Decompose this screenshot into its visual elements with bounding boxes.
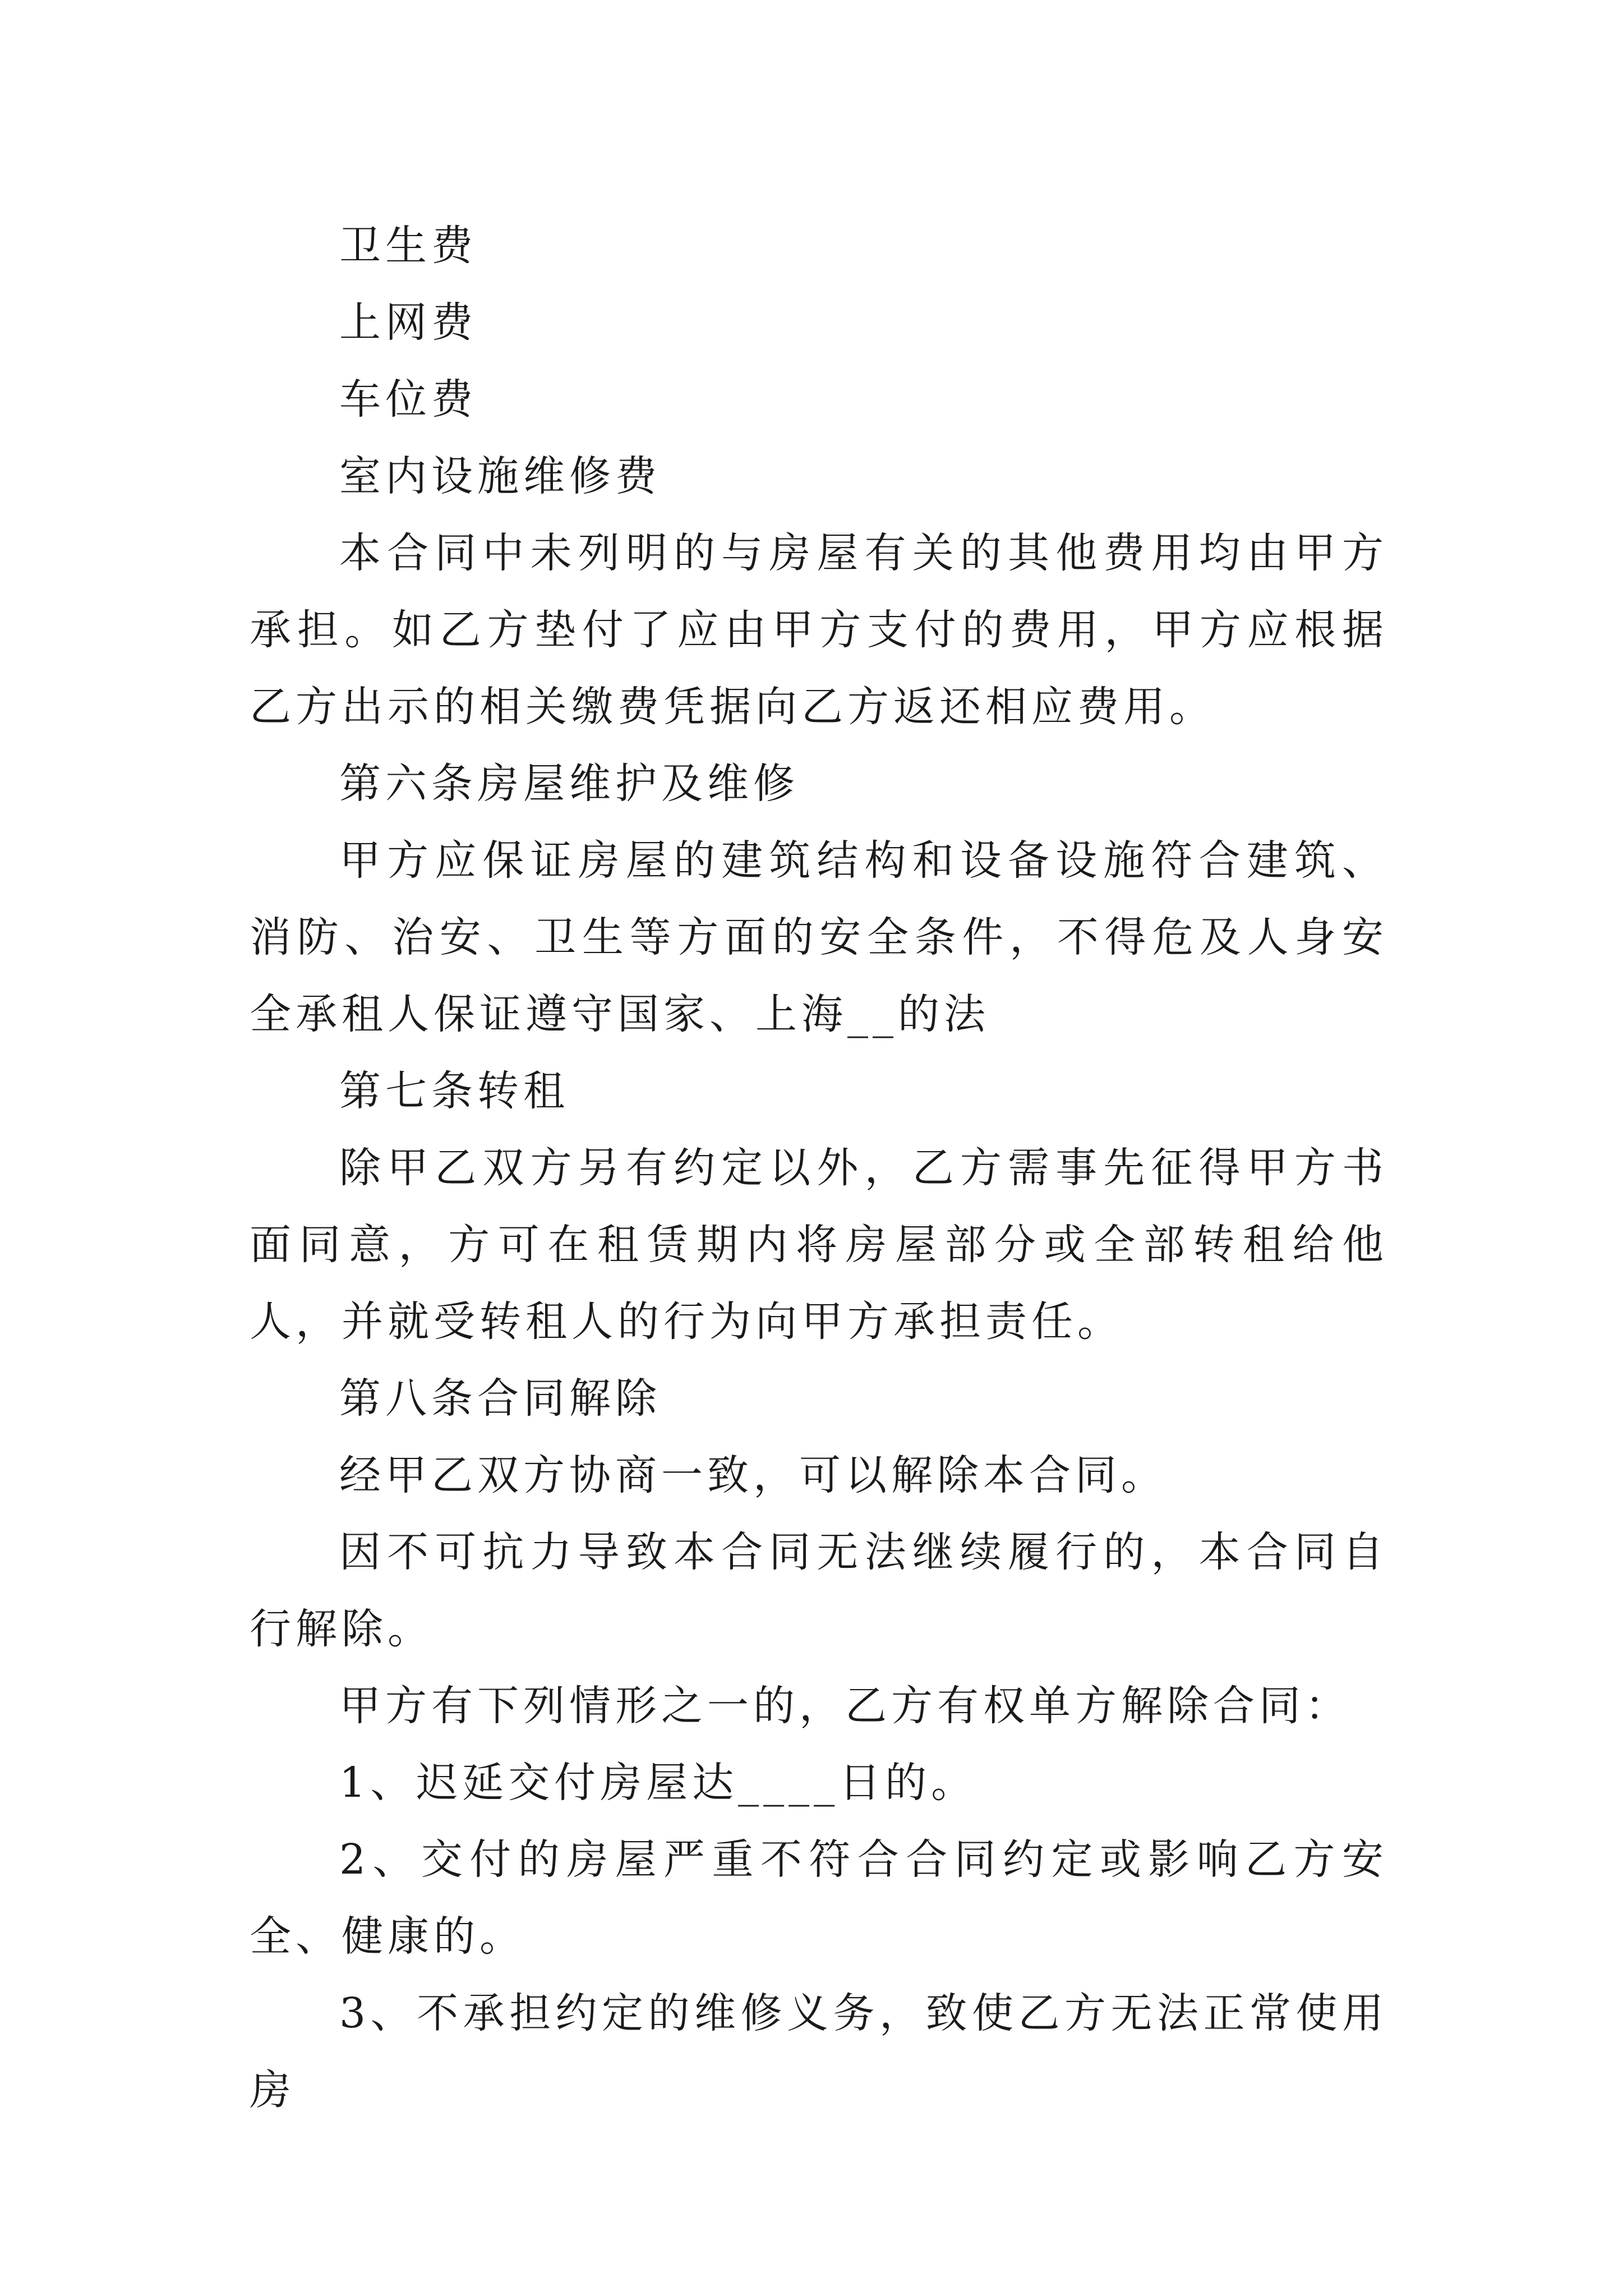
fee-item-indoor-repair: 室内设施维修费 [339,452,661,500]
heading-article-6: 第六条房屋维护及维修 [339,760,799,808]
paragraph-article-7: 除甲乙双方另有约定以外，乙方需事先征得甲方书面同意，方可在租赁期内将房屋部分或全部转租给他人，并就受转租人的行为向甲方承担责任。 [250,1144,1388,1346]
paragraph-article-8-force-majeure: 因不可抗力导致本合同无法继续履行的，本合同自行解除。 [250,1528,1388,1653]
heading-article-7: 第七条转租 [339,1067,569,1115]
fee-item-internet: 上网费 [339,298,477,347]
paragraph-article-6: 甲方应保证房屋的建筑结构和设备设施符合建筑、消防、治安、卫生等方面的安全条件，不得危及人身安全承租人保证遵守国家、上海__的法 [250,836,1388,1038]
document-body [250,208,1388,2129]
list-item-1: 1、迟延交付房屋达____日的。 [339,1759,978,1807]
fee-item-parking: 车位费 [339,375,477,424]
list-item-3: 3、不承担约定的维修义务，致使乙方无法正常使用房 [250,1989,1388,2114]
heading-article-8: 第八条合同解除 [339,1374,661,1423]
fee-item-sanitation: 卫生费 [339,222,477,270]
paragraph-article-8-mutual: 经甲乙双方协商一致，可以解除本合同。 [339,1451,1167,1499]
paragraph-article-8-conditions: 甲方有下列情形之一的，乙方有权单方解除合同： [339,1682,1351,1730]
paragraph-other-fees: 本合同中未列明的与房屋有关的其他费用均由甲方承担。如乙方垫付了应由甲方支付的费用，甲方应根据乙方出示的相关缴费凭据向乙方返还相应费用。 [250,529,1388,731]
list-item-2: 2、交付的房屋严重不符合合同约定或影响乙方安全、健康的。 [250,1835,1388,1961]
